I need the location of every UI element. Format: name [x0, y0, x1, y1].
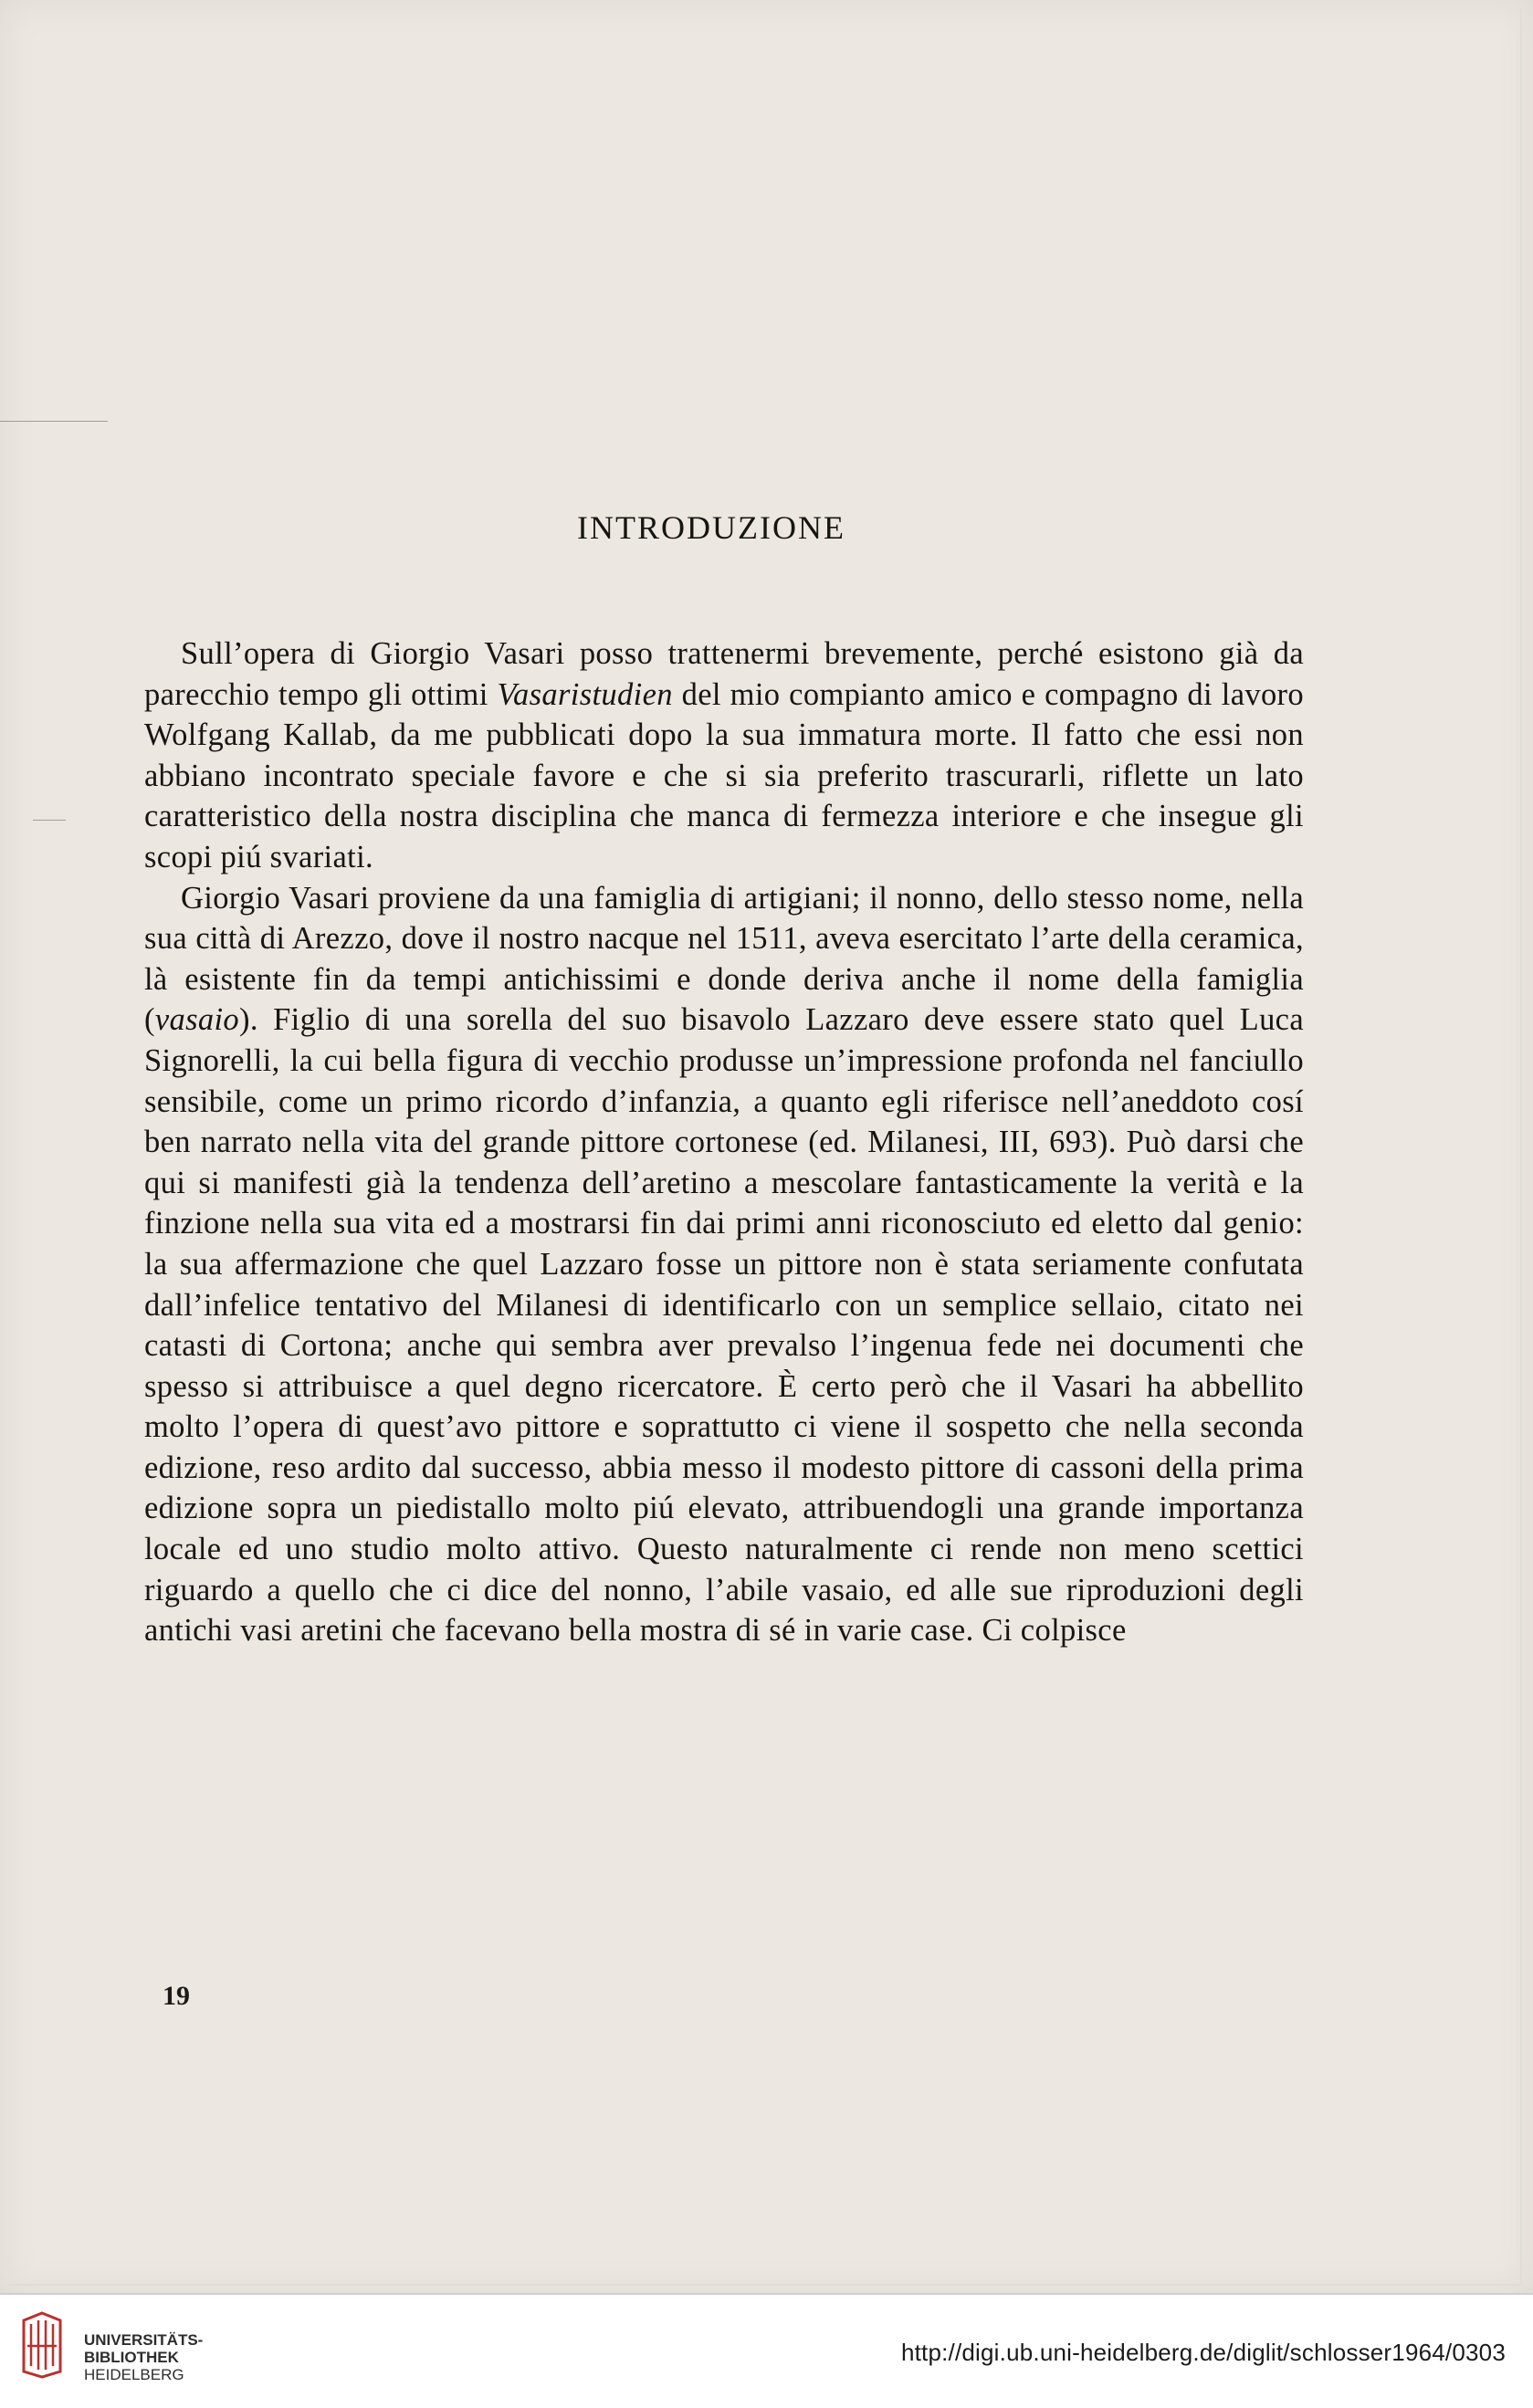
paragraph-2-text-b: ). Figlio di una sorella del suo bisavolo Lazzaro deve essere stato quel Luca Signorelli, la cui bella figura di vecchio produsse un’impressione profonda nel fanciullo sensibile, come un primo ricordo d’infanzia, a quanto egli riferisce nell’aneddoto cosí ben narrato nella vita del grande pittore cortonese (ed. Milanesi, III, 693). Può darsi che qui si manifesti già la tendenza dell’aretino a mescolare fantasticamente la verità e la finzione nella sua vita ed a mostrarsi fin dai primi anni riconosciuto ed eletto dal genio: la sua affermazione che quel Lazzaro fosse un pittore non è stata seriamente confutata dall’infelice tentativo del Milanesi di identificarlo con un semplice sellaio, citato nei catasti di Cortona; anche qui sembra aver prevalso l’ingenua fede nei documenti che spesso si attribuisce a quel degno ricercatore. È certo però che il Vasari ha abbellito molto l’opera di quest’avo pittore e soprattutto ci viene il sospetto che nella seconda edizione, reso ardito dal successo, abbia messo il modesto pittore di cassoni della prima edizione sopra un piedistallo molto piú elevato, attribuendogli una grande importanza locale ed uno studio molto attivo. Questo naturalmente ci rende non meno scettici riguardo a quello che ci dice del nonno, l’abile vasaio, ed alle sue riproduzioni degli antichi vasi aretini che facevano bella mostra di sé in varie case. Ci colpisce	[144, 1002, 1304, 1649]
margin-mark	[0, 421, 108, 422]
library-name	[84, 2331, 203, 2383]
paragraph-2	[144, 878, 1304, 1651]
library-name-line-2: BIBLIOTHEK	[84, 2349, 179, 2366]
paragraph-1	[144, 633, 1304, 878]
paragraph-1-text-a: Sull’opera di Giorgio Vasari posso trattenermi brevemente, perché esistono già da parecchio tempo gli ottimi	[144, 636, 1304, 712]
footer-bar	[0, 2293, 1533, 2408]
margin-mark	[33, 820, 66, 821]
page-text	[144, 511, 1304, 1651]
ub-heidelberg-logo-icon	[18, 2311, 66, 2379]
source-url-link[interactable]: http://digi.ub.uni-heidelberg.de/diglit/schlosser1964/0303	[900, 2339, 1506, 2366]
book-title-vasaristudien: Vasaristudien	[497, 676, 673, 712]
paragraph-2-text-a: Giorgio Vasari proviene da una famiglia di artigiani; il nonno, dello stesso nome, nella sua città di Arezzo, dove il nostro nacque nel 1511, aveva esercitato l’arte della ceramica, là esistente fin da tempi antichissimi e donde deriva anche il nome della famiglia (	[144, 880, 1304, 1038]
chapter-heading: INTRODUZIONE	[577, 509, 845, 546]
term-vasaio: vasaio	[154, 1002, 240, 1038]
library-name-line-3: HEIDELBERG	[84, 2366, 184, 2383]
paragraph-1-text-b: del mio compianto amico e compagno di lavoro Wolfgang Kallab, da me pubblicati dopo la sua immatura morte. Il fatto che essi non abbiano incontrato speciale favore e che si sia preferito trascurarli, riflette un lato caratteristico della nostra disciplina che manca di fermezza interiore e che insegue gli scopi piú svariati.	[144, 676, 1304, 874]
page-number: 19	[163, 1981, 190, 2011]
library-name-line-1: UNIVERSITÄTS-	[84, 2331, 204, 2349]
